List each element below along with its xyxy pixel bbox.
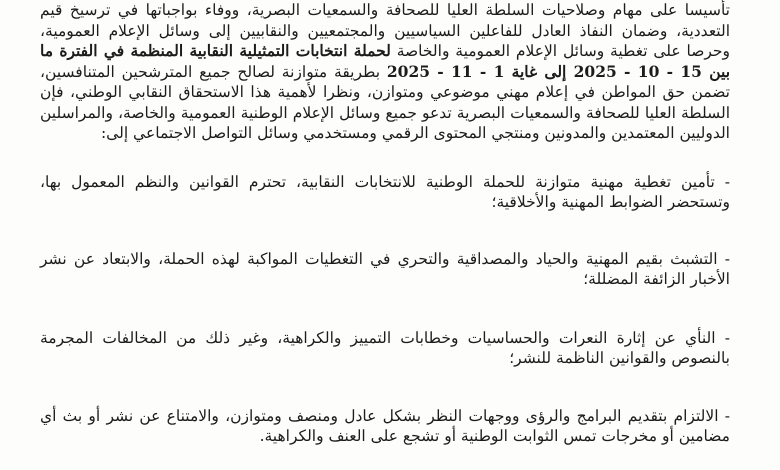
intro-paragraph xyxy=(40,0,730,144)
bullet-item-coverage: - تأمين تغطية مهنية متوازنة للحملة الوطنية للانتخابات النقابية، تحترم القوانين والنظم المعمول بها، وتستحضر الضوابط المهنية والأخلاقية؛ xyxy=(40,172,730,211)
spacer xyxy=(40,144,730,172)
intro-bold-campaign: لحملة انتخابات التمثيلية النقابية المنظمة في الفترة ما بين 15 - 10 - 2025 إلى غاية 1 - 11 - 2025 xyxy=(40,41,731,81)
bullet-item-professionalism: - التشبث بقيم المهنية والحياد والمصداقية والتحري في التغطيات المواكبة لهذه الحملة، والابتعاد عن نشر الأخبار الزائفة المضللة؛ xyxy=(40,249,730,288)
spacer xyxy=(40,213,730,249)
intro-text-part1: تأسيسا على مهام وصلاحيات السلطة العليا للصحافة والسمعيات البصرية، ووفاء بواجباتها في ترسيخ قيم التعددية، وضمان النفاذ العادل للفاعلين السياسيين والمجتمعيين والنقابيين إلى وسائل الإعلام العمومية، وحرصا على تغطية وسائل الإعلام العمومية والخاصة xyxy=(40,1,730,60)
intro-text-part2: بطريقة متوازنة لصالح جميع المترشحين المتنافسين، تضمن حق المواطن في إعلام مهني موضوعي ومتوازن، ونظرا لأهمية هذا الاستحقاق النقابي الوطني، فإن السلطة العليا للصحافة والسمعيات البصرية تدعو جميع وسائل الإعلام الوطنية العمومية والخاصة، والمراسلين الدوليين المعتمدين والمدونين ومنتجي المحتوى الرقمي ومستخدمي وسائل التواصل الاجتماعي إلى: xyxy=(40,62,730,142)
spacer xyxy=(40,290,730,328)
bullet-item-fairness: - الالتزام بتقديم البرامج والرؤى ووجهات النظر بشكل عادل ومنصف ومتوازن، والامتناع عن نشر أو بث أي مضامين أو مخرجات تمس الثوابت الوطنية أو تشجع على العنف والكراهية. xyxy=(40,406,730,445)
bullet-item-no-hate: - النأي عن إثارة النعرات والحساسيات وخطابات التمييز والكراهية، وغير ذلك من المخالفات المجرمة بالنصوص والقوانين الناظمة للنشر؛ xyxy=(40,328,730,367)
document-body xyxy=(40,0,730,447)
spacer xyxy=(40,369,730,406)
